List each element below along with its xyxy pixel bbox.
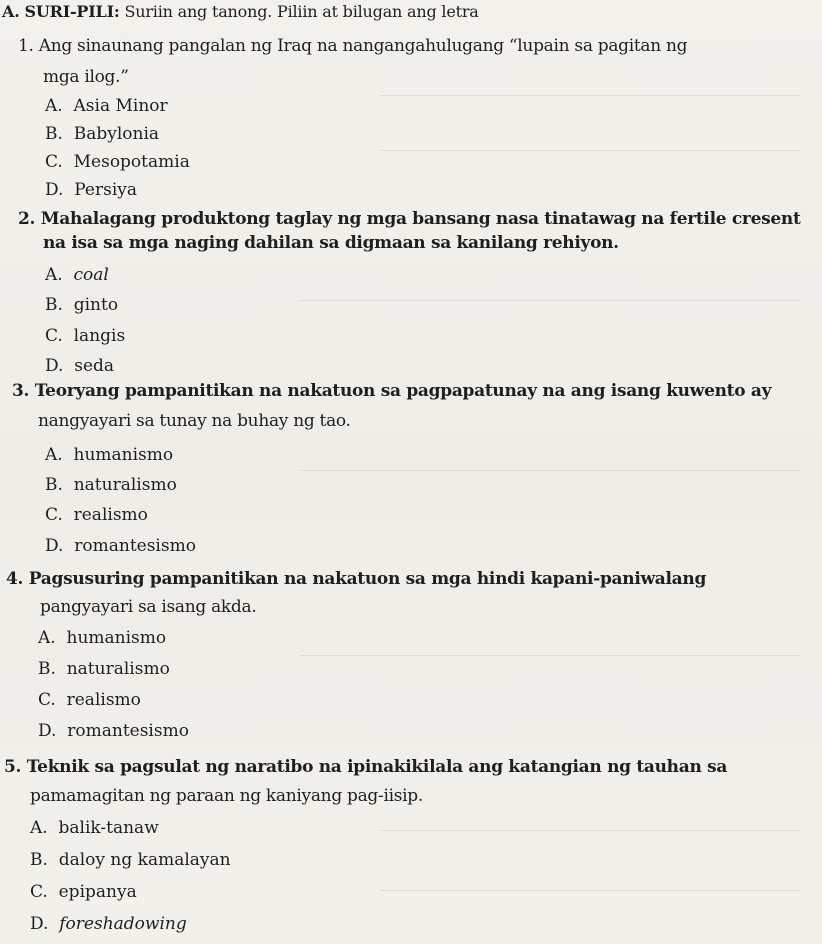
q4-option-b[interactable] bbox=[38, 659, 170, 679]
ruled-line bbox=[380, 830, 800, 831]
q2-option-b[interactable] bbox=[45, 295, 118, 315]
question-4-continuation: pangyayari sa isang akda. bbox=[40, 597, 257, 617]
option-text: realismo bbox=[66, 690, 141, 710]
question-4 bbox=[6, 569, 706, 589]
option-text: langis bbox=[73, 326, 126, 346]
option-letter: B. bbox=[38, 659, 56, 679]
option-letter: D. bbox=[45, 356, 64, 376]
q3-option-d[interactable] bbox=[45, 536, 196, 556]
question-number: 4. bbox=[6, 569, 24, 589]
section-instruction: Suriin ang tanong. Piliin at bilugan ang letra bbox=[124, 2, 479, 21]
ruled-line bbox=[300, 470, 800, 471]
q3-option-c[interactable] bbox=[45, 505, 148, 525]
ruled-line bbox=[380, 890, 800, 891]
option-text: humanismo bbox=[66, 628, 167, 648]
option-text: humanismo bbox=[73, 445, 174, 465]
option-letter: C. bbox=[30, 882, 48, 902]
question-5-continuation: pamamagitan ng paraan ng kaniyang pag-iisip. bbox=[30, 786, 423, 806]
question-number: 3. bbox=[12, 381, 30, 401]
option-letter: C. bbox=[45, 152, 63, 172]
option-letter: C. bbox=[38, 690, 56, 710]
option-text: daloy ng kamalayan bbox=[58, 850, 231, 870]
option-letter: D. bbox=[45, 536, 64, 556]
question-3-continuation: nangyayari sa tunay na buhay ng tao. bbox=[38, 411, 351, 431]
option-letter: D. bbox=[30, 914, 49, 934]
q5-option-b[interactable] bbox=[30, 850, 231, 870]
option-letter: B. bbox=[45, 124, 63, 144]
option-letter: B. bbox=[30, 850, 48, 870]
option-letter: A. bbox=[45, 265, 63, 285]
question-text: Pagsusuring pampanitikan na nakatuon sa mga hindi kapani-paniwalang bbox=[28, 569, 707, 589]
question-2 bbox=[18, 209, 801, 229]
question-text: Ang sinaunang pangalan ng Iraq na nangangahulugang “lupain sa pagitan ng bbox=[38, 36, 688, 56]
option-letter: A. bbox=[45, 96, 63, 116]
question-text: Teknik sa pagsulat ng naratibo na ipinakikilala ang katangian ng tauhan sa bbox=[26, 757, 728, 777]
option-letter: D. bbox=[45, 180, 64, 200]
ruled-line bbox=[380, 95, 800, 96]
q1-option-d[interactable] bbox=[45, 180, 137, 200]
option-letter: A. bbox=[30, 818, 48, 838]
q2-option-a[interactable] bbox=[45, 265, 109, 285]
option-letter: B. bbox=[45, 295, 63, 315]
q2-option-c[interactable] bbox=[45, 326, 125, 346]
q1-option-c[interactable] bbox=[45, 152, 190, 172]
q4-option-c[interactable] bbox=[38, 690, 141, 710]
section-title: SURI-PILI: bbox=[24, 2, 120, 21]
section-header bbox=[2, 2, 479, 21]
option-text: epipanya bbox=[58, 882, 137, 902]
q5-option-a[interactable] bbox=[30, 818, 159, 838]
option-text: Babylonia bbox=[73, 124, 160, 144]
question-1 bbox=[18, 36, 687, 56]
q1-option-a[interactable] bbox=[45, 96, 168, 116]
ruled-line bbox=[380, 150, 800, 151]
option-letter: C. bbox=[45, 505, 63, 525]
option-text: foreshadowing bbox=[59, 914, 187, 934]
question-1-continuation: mga ilog.” bbox=[43, 67, 129, 87]
q5-option-d[interactable] bbox=[30, 914, 187, 934]
question-number: 1. bbox=[18, 36, 34, 56]
question-text: Mahalagang produktong taglay ng mga bansang nasa tinatawag na fertile cresent bbox=[40, 209, 801, 229]
option-text: Persiya bbox=[74, 180, 138, 200]
option-letter: B. bbox=[45, 475, 63, 495]
q4-option-a[interactable] bbox=[38, 628, 166, 648]
q2-option-d[interactable] bbox=[45, 356, 114, 376]
option-text: Mesopotamia bbox=[73, 152, 190, 172]
option-text: coal bbox=[73, 265, 109, 285]
q3-option-b[interactable] bbox=[45, 475, 177, 495]
question-text: Teoryang pampanitikan na nakatuon sa pagpapatunay na ang isang kuwento ay bbox=[34, 381, 772, 401]
option-letter: A. bbox=[45, 445, 63, 465]
question-number: 5. bbox=[4, 757, 22, 777]
option-text: naturalismo bbox=[73, 475, 177, 495]
option-letter: C. bbox=[45, 326, 63, 346]
question-number: 2. bbox=[18, 209, 36, 229]
option-letter: A. bbox=[38, 628, 56, 648]
ruled-line bbox=[300, 655, 800, 656]
ruled-line bbox=[300, 300, 800, 301]
q1-option-b[interactable] bbox=[45, 124, 159, 144]
q3-option-a[interactable] bbox=[45, 445, 173, 465]
option-letter: D. bbox=[38, 721, 57, 741]
question-3 bbox=[12, 381, 771, 401]
option-text: Asia Minor bbox=[73, 96, 168, 116]
q5-option-c[interactable] bbox=[30, 882, 137, 902]
option-text: balik-tanaw bbox=[58, 818, 159, 838]
option-text: romantesismo bbox=[74, 536, 196, 556]
option-text: ginto bbox=[73, 295, 119, 315]
section-label: A. bbox=[2, 2, 20, 21]
question-2-continuation: na isa sa mga naging dahilan sa digmaan sa kanilang rehiyon. bbox=[43, 233, 619, 253]
question-5 bbox=[4, 757, 727, 777]
option-text: romantesismo bbox=[67, 721, 189, 741]
option-text: seda bbox=[74, 356, 115, 376]
q4-option-d[interactable] bbox=[38, 721, 189, 741]
option-text: realismo bbox=[73, 505, 148, 525]
option-text: naturalismo bbox=[66, 659, 170, 679]
